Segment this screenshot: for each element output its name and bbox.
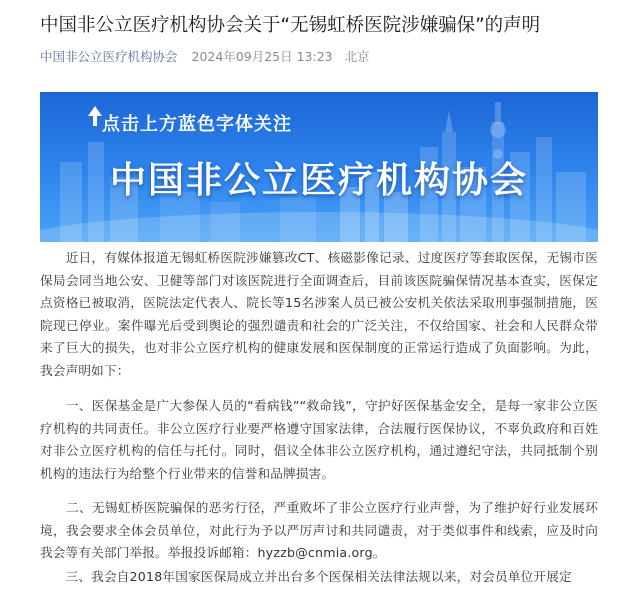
follow-prompt: 点击上方蓝色字体关注 bbox=[102, 114, 292, 135]
article-meta bbox=[40, 48, 370, 66]
article-title: 中国非公立医疗机构协会关于“无锡虹桥医院涉嫌骗保”的声明 bbox=[40, 15, 541, 36]
arrow-up-icon bbox=[88, 106, 102, 126]
banner-heading: 中国非公立医疗机构协会 bbox=[109, 159, 528, 201]
article-paragraph-3: 三、我会自2018年国家医保局成立并出台多个医保相关法律法规以来，对会员单位开展定 bbox=[40, 569, 572, 584]
article-paragraph-intro: 近日，有媒体报道无锡虹桥医院涉嫌篡改CT、核磁影像记录、过度医疗等套取医保，无锡市医保局会同当地公安、卫健等部门对该医院进行全面调查后，目前该医院骗保情况基本查实，医保定点资格已被取消，医院法定代表人、院长等15名涉案人员已被公安机关依法采取刑事强制措施，医院现已停业。案件曝光后受到舆论的强烈谴责和社会的广泛关注，不仅给国家、社会和人民群众带来了巨大的损失，也对非公立医疗机构的健康发展和医保制度的正常运行造成了负面影响。为此，我会声明如下： bbox=[40, 250, 598, 378]
article-paragraph-1: 一、医保基金是广大参保人员的“看病钱”“救命钱”，守护好医保基金安全，是每一家非公立医疗机构的共同责任。非公立医疗行业要严格遵守国家法律，合法履行医保协议，不辜负政府和百姓对非公立医疗机构的信任与托付。同时，倡议全体非公立医疗机构，通过遵纪守法，共同抵制个别机构的违法行为给整个行业带来的信誉和品牌损害。 bbox=[40, 398, 598, 481]
publish-location: 北京 bbox=[344, 49, 370, 64]
publish-date: 2024年09月25日 13:23 bbox=[191, 49, 333, 64]
article-paragraph-2: 二、无锡虹桥医院骗保的恶劣行径，严重败坏了非公立医疗行业声誉，为了维护好行业发展环境，我会要求全体会员单位，对此行为予以严厉声讨和共同谴责，对于类似事件和线索，应及时向我会等有关部门举报。举报投诉邮箱：hyzzb@cnmia.org。 bbox=[40, 500, 598, 561]
header-banner bbox=[40, 92, 598, 242]
source-account-link[interactable]: 中国非公立医疗机构协会 bbox=[40, 49, 178, 64]
